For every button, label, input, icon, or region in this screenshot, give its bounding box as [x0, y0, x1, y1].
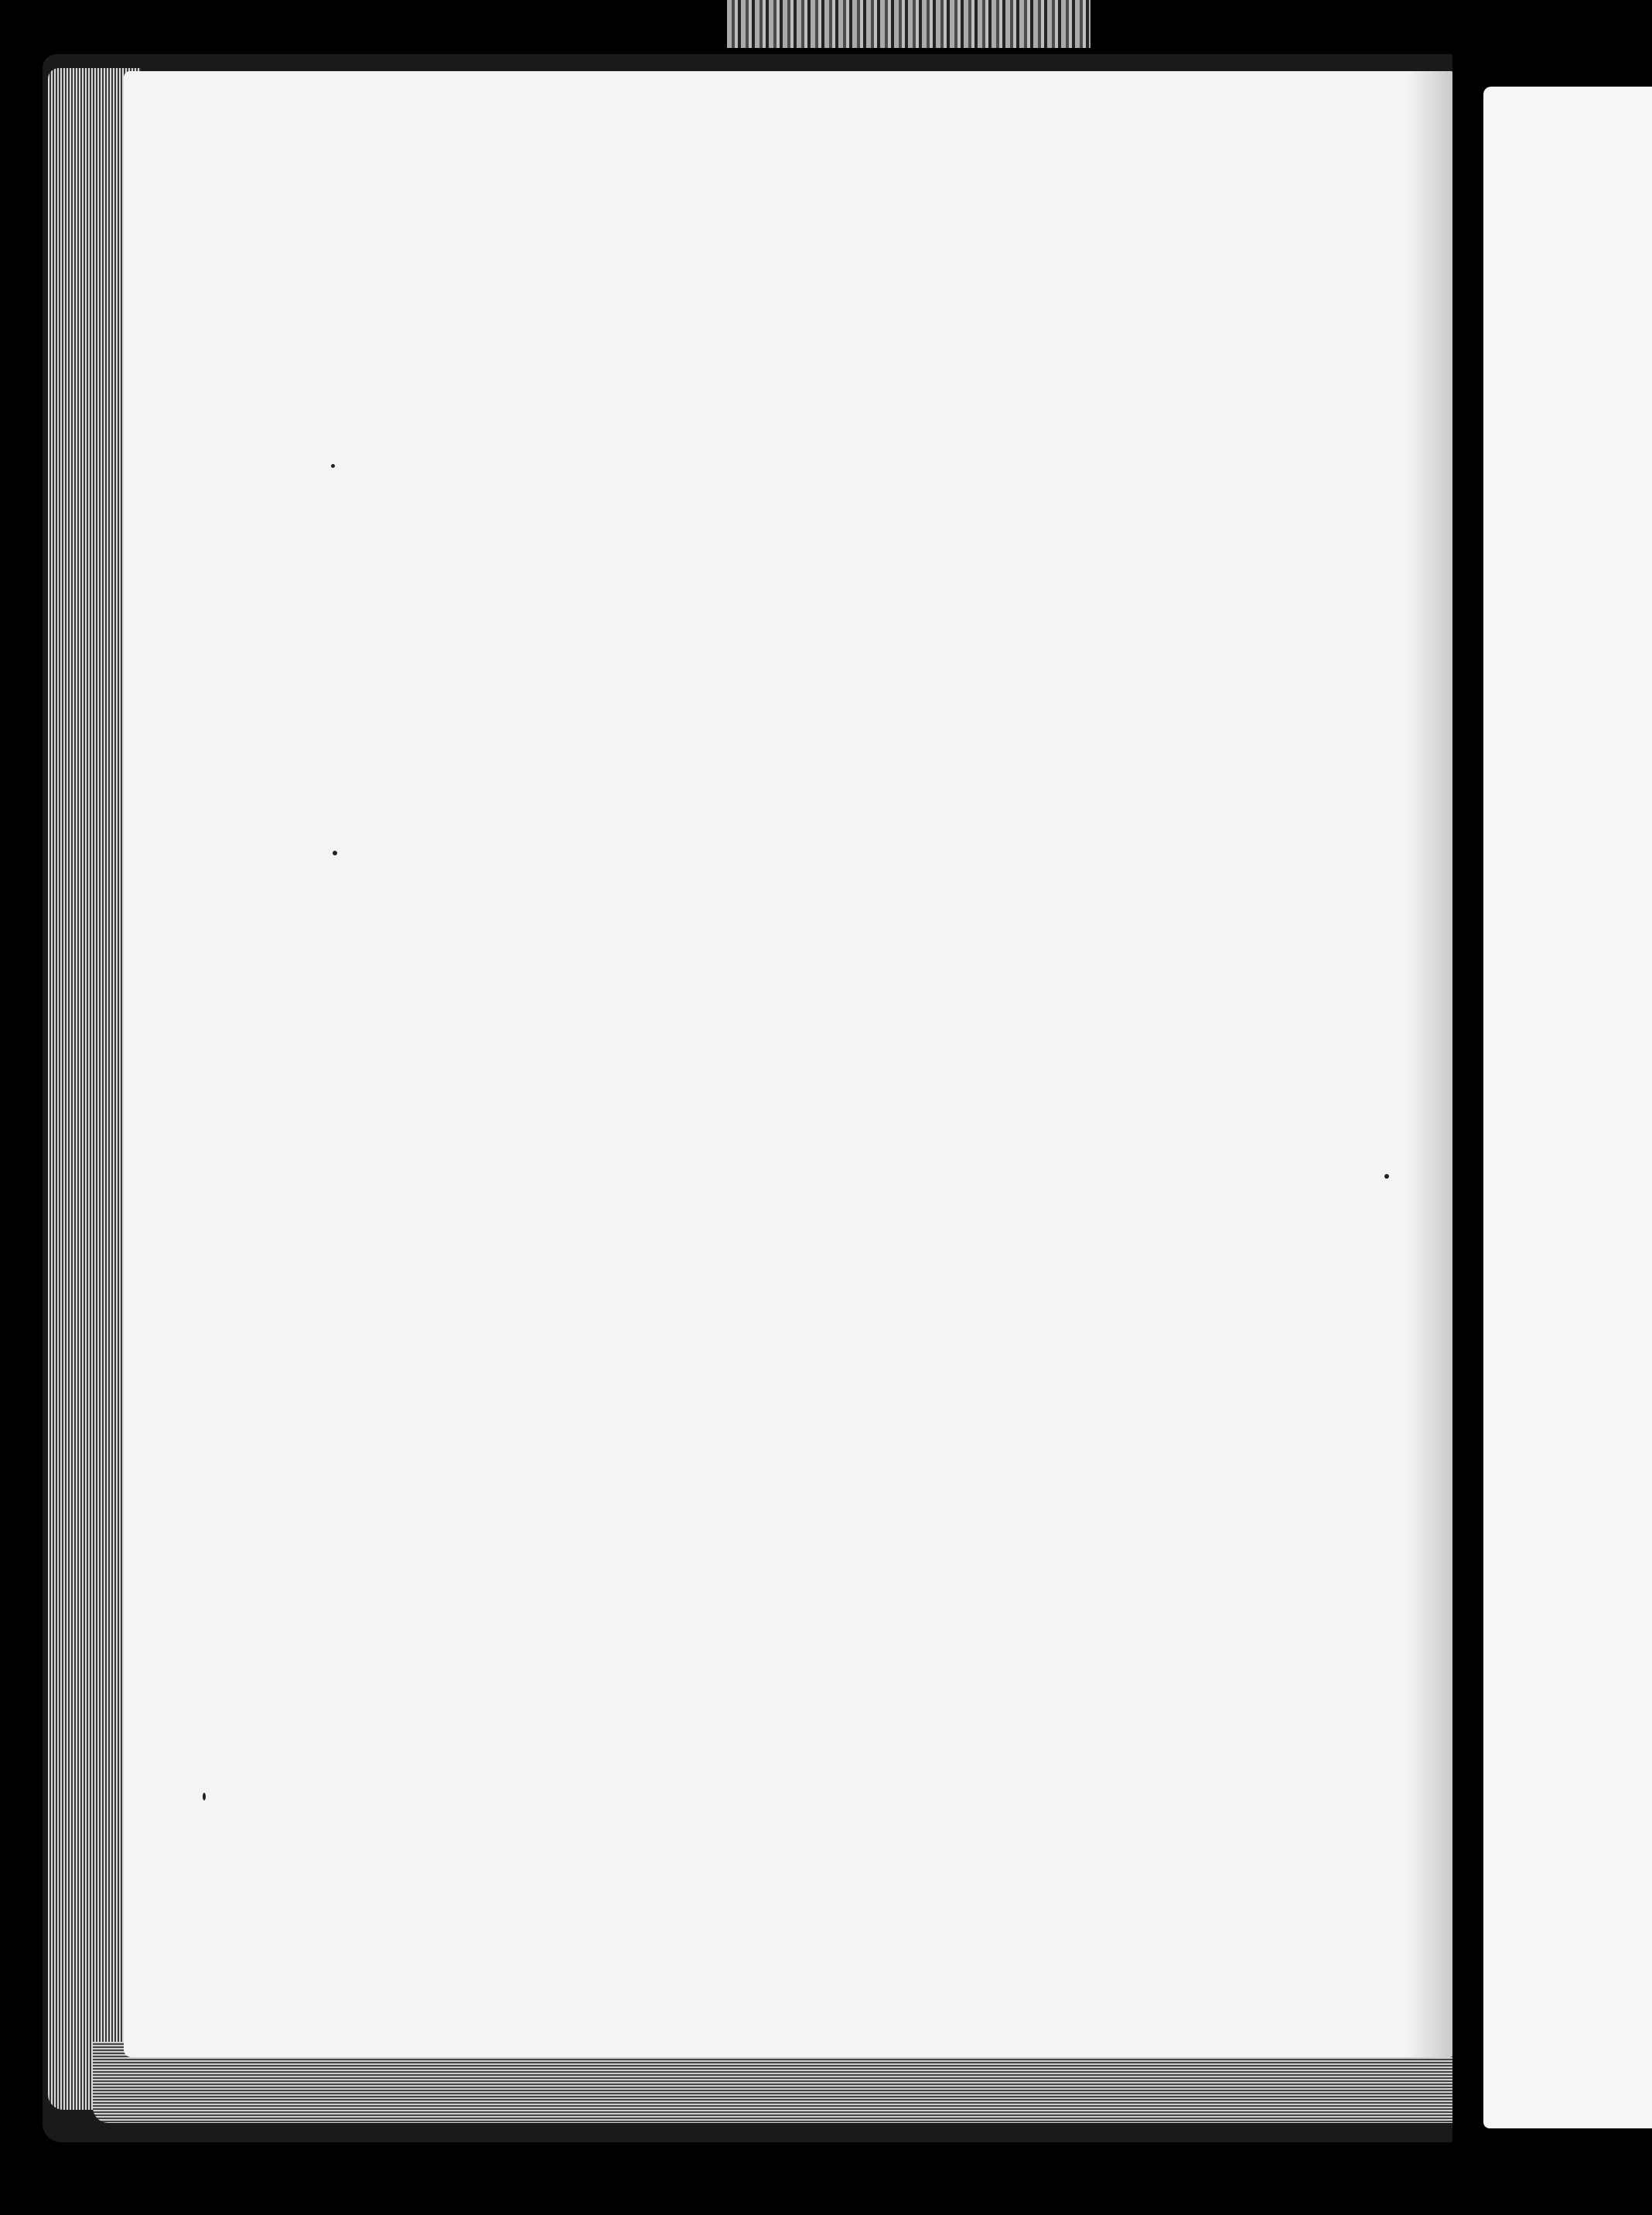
- speck: [333, 851, 337, 855]
- speck: [331, 464, 335, 468]
- right-page-text: [1483, 87, 1652, 2128]
- speck: [203, 1793, 206, 1800]
- speck: [1384, 1174, 1389, 1179]
- left-page: [124, 71, 1454, 2057]
- spine-edge: [727, 0, 1091, 48]
